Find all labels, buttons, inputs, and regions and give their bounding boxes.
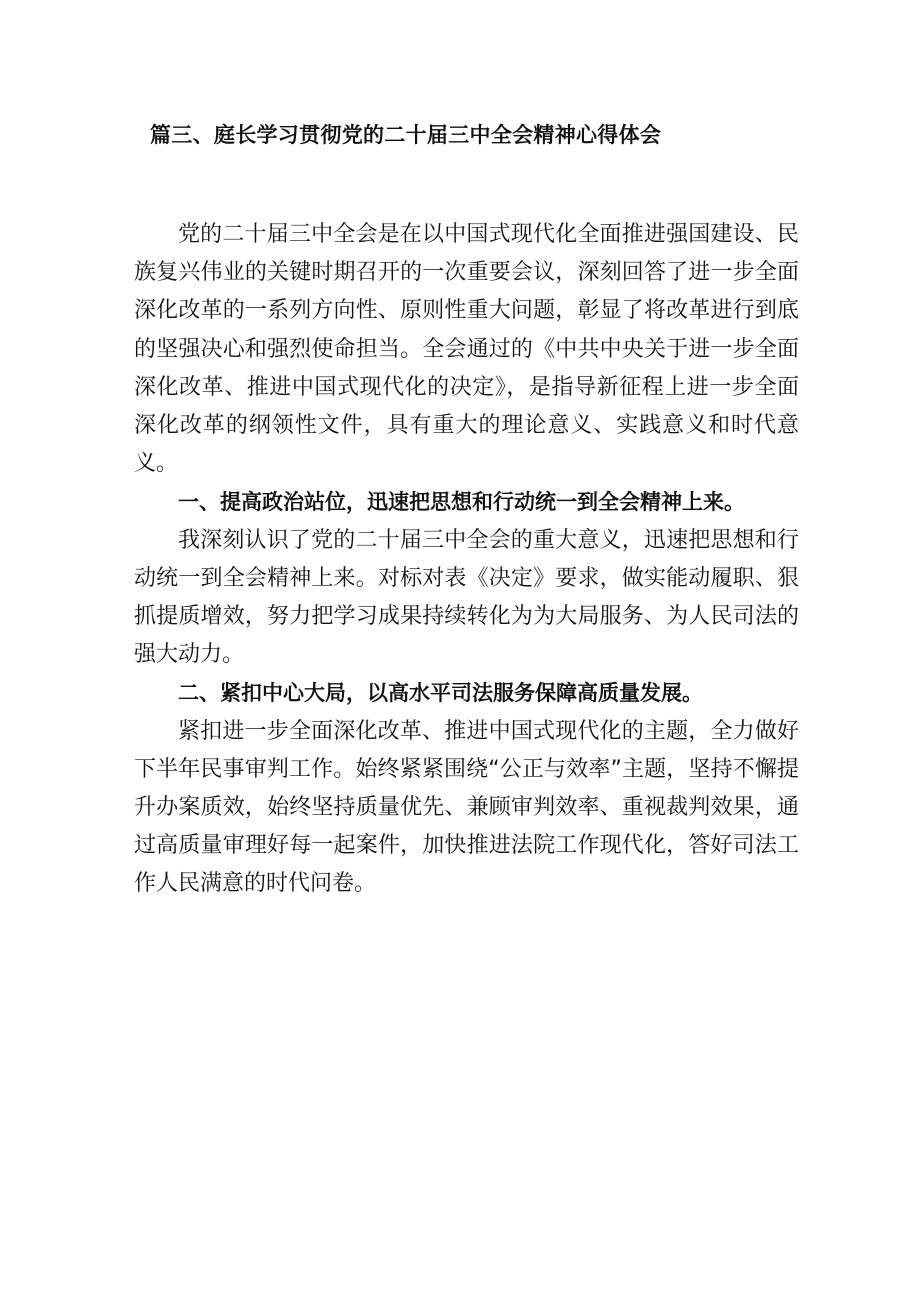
paragraph-section-2: 紧扣进一步全面深化改革、推进中国式现代化的主题，全力做好下半年民事审判工作。始终紧紧围绕“公正与效率”主题，坚持不懈提升办案质效，始终坚持质量优先、兼顾审判效率、重视裁判效果，通过高质量审理好每一起案件，加快推进法院工作现代化，答好司法工作人民满意的时代问卷。 xyxy=(134,718,799,897)
paragraph-section-1: 我深刻认识了党的二十届三中全会的重大意义，迅速把思想和行动统一到全会精神上来。对标对表《决定》要求，做实能动履职、狠抓提质增效，努力把学习成果持续转化为为大局服务、为人民司法的强大动力。 xyxy=(134,527,799,668)
paragraph-intro: 党的二十届三中全会是在以中国式现代化全面推进强国建设、民族复兴伟业的关键时期召开的一次重要会议，深刻回答了进一步全面深化改革的一系列方向性、原则性重大问题，彰显了将改革进行到底的坚强决心和强烈使命担当。全会通过的《中共中央关于进一步全面深化改革、推进中国式现代化的决定》，是指导新征程上进一步全面深化改革的纲领性文件，具有重大的理论意义、实践意义和时代意义。 xyxy=(134,222,799,477)
document-body xyxy=(134,216,799,904)
section-heading-2: 二、紧扣中心大局，以高水平司法服务保障高质量发展。 xyxy=(178,681,703,706)
document-title: 篇三、庭长学习贯彻党的二十届三中全会精神心得体会 xyxy=(150,123,662,147)
section-heading-1: 一、提高政治站位，迅速把思想和行动统一到全会精神上来。 xyxy=(178,490,745,515)
